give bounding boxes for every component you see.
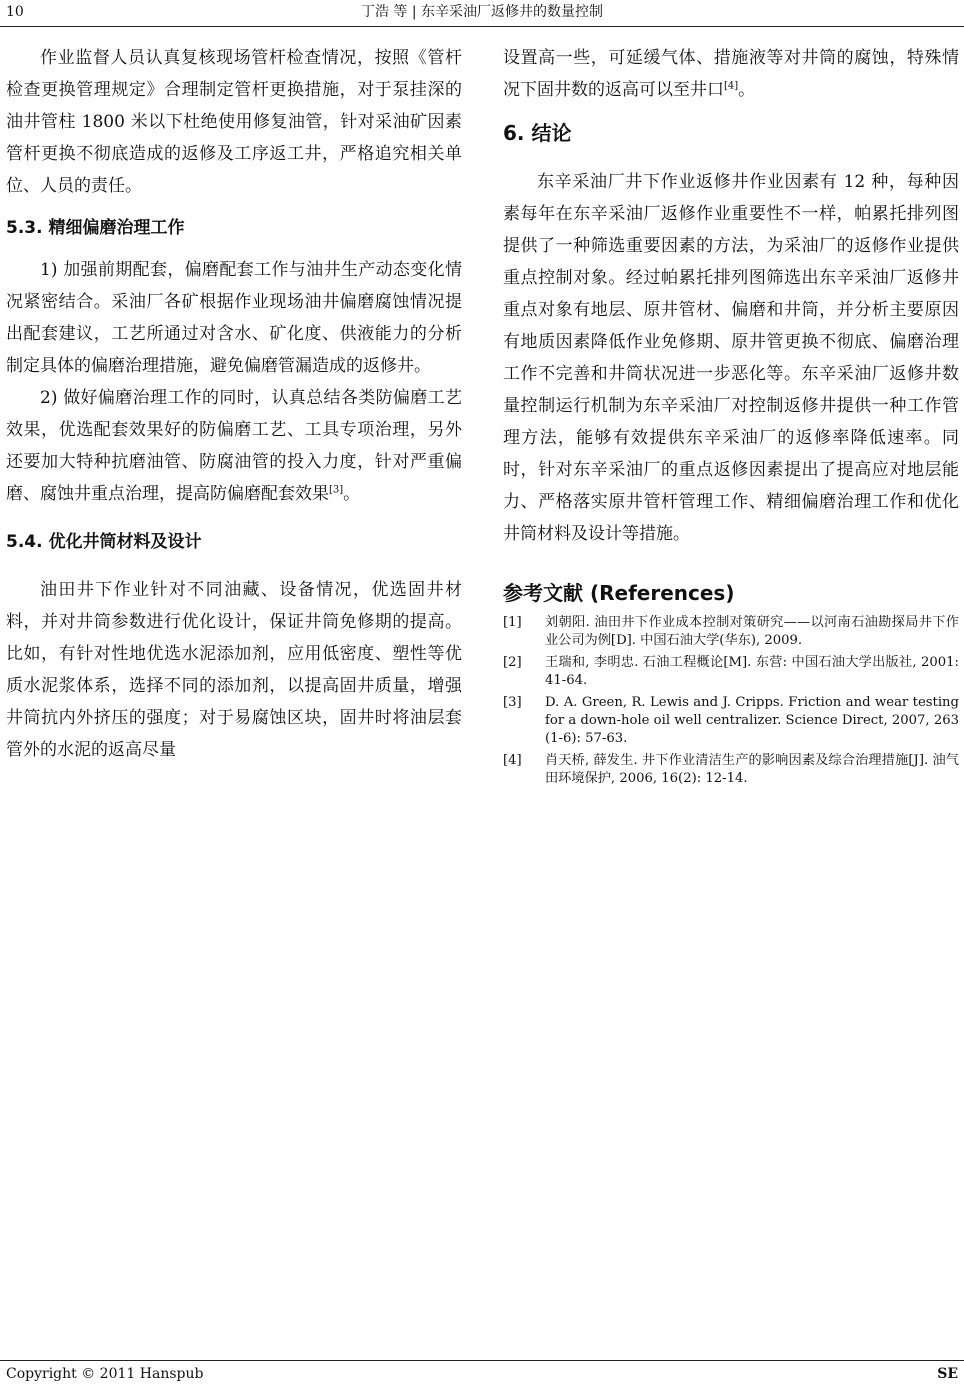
reference-text: 刘朝阳. 油田井下作业成本控制对策研究——以河南石油勘探局井下作业公司为例[D]. 中国石油大学(华东), 2009. (545, 615, 959, 648)
page-header (0, 0, 964, 27)
reference-item (503, 752, 959, 788)
reference-label: [1] (503, 615, 522, 630)
right-column (503, 42, 959, 792)
paragraph-eccentric-wear-2 (6, 382, 462, 510)
running-title: 丁浩 等 | 东辛采油厂返修井的数量控制 (360, 4, 604, 20)
section-5-3-heading: 5.3. 精细偏磨治理工作 (6, 218, 185, 238)
copyright-notice: Copyright © 2011 Hanspub (6, 1366, 204, 1382)
reference-item (503, 614, 959, 650)
reference-label: [3] (503, 695, 522, 710)
journal-abbreviation: SE (937, 1366, 958, 1382)
paragraph-end: 。 (738, 80, 756, 100)
reference-label: [2] (503, 655, 522, 670)
section-6-heading: 6. 结论 (503, 121, 572, 145)
citation-3[interactable]: [3] (329, 484, 344, 496)
page-number: 10 (6, 4, 24, 20)
paragraph-cement-return (503, 42, 959, 106)
paragraph-text: 2) 做好偏磨治理工作的同时，认真总结各类防偏磨工艺效果，优选配套效果好的防偏磨工艺、工具专项治理，另外还要加大特种抗磨油管、防腐油管的投入力度，针对严重偏磨、腐蚀井重点治理，提高防偏磨配套效果 (6, 388, 462, 504)
section-5-4-heading: 5.4. 优化井筒材料及设计 (6, 532, 202, 552)
reference-text: 王瑞和, 李明忠. 石油工程概论[M]. 东营: 中国石油大学出版社, 2001: 41-64. (545, 655, 959, 688)
reference-item (503, 694, 959, 748)
paragraph-tube-inspection: 作业监督人员认真复核现场管杆检查情况，按照《管杆检查更换管理规定》合理制定管杆更换措施，对于泵挂深的油井管柱 1800 米以下杜绝使用修复油管，针对采油矿因素管杆更换不彻底造成的返修及工序返工井，严格追究相关单位、人员的责任。 (6, 48, 462, 196)
reference-text: D. A. Green, R. Lewis and J. Cripps. Friction and wear testing for a down-hole oil well centralizer. Science Direct, 2007, 263 (1-6): 57-63. (545, 695, 959, 746)
reference-label: [4] (503, 753, 522, 768)
paragraph-conclusion: 东辛采油厂井下作业返修井作业因素有 12 种，每种因素每年在东辛采油厂返修作业重要性不一样，帕累托排列图提供了一种筛选重要因素的方法，为采油厂的返修作业提供重点控制对象。经过帕累托排列图筛选出东辛采油厂返修井重点对象有地层、原井管材、偏磨和井筒，并分析主要原因有地质因素降低作业免修期、原井管更换不彻底、偏磨治理工作不完善和井筒状况进一步恶化等。东辛采油厂返修井数量控制运行机制为东辛采油厂对控制返修井提供一种工作管理方法，能够有效提供东辛采油厂的返修率降低速率。同时，针对东辛采油厂的重点返修因素提出了提高应对地层能力、严格落实原井管杆管理工作、精细偏磨治理工作和优化井筒材料及设计等措施。 (503, 172, 959, 544)
paragraph-text: 设置高一些，可延缓气体、措施液等对井筒的腐蚀，特殊情况下固井数的返高可以至井口 (503, 48, 959, 100)
references-heading: 参考文献 (References) (503, 581, 735, 605)
citation-4[interactable]: [4] (724, 80, 739, 92)
paragraph-eccentric-wear-1: 1) 加强前期配套，偏磨配套工作与油井生产动态变化情况紧密结合。采油厂各矿根据作业现场油井偏磨腐蚀情况提出配套建议，工艺所通过对含水、矿化度、供液能力的分析制定具体的偏磨治理措施，避免偏磨管漏造成的返修井。 (6, 260, 462, 376)
reference-text: 肖天桥, 薛发生. 井下作业清洁生产的影响因素及综合治理措施[J]. 油气田环境保护, 2006, 16(2): 12-14. (545, 753, 959, 786)
left-column (6, 42, 462, 766)
page-footer (0, 1360, 964, 1387)
reference-list (503, 614, 959, 788)
reference-item (503, 654, 959, 690)
paragraph-end: 。 (343, 484, 361, 504)
paragraph-wellbore-design: 油田井下作业针对不同油藏、设备情况，优选固井材料，并对井筒参数进行优化设计，保证井筒免修期的提高。比如，有针对性地优选水泥添加剂，应用低密度、塑性等优质水泥浆体系，选择不同的添加剂，以提高固井质量，增强井筒抗内外挤压的强度；对于易腐蚀区块，固井时将油层套管外的水泥的返高尽量 (6, 580, 462, 760)
